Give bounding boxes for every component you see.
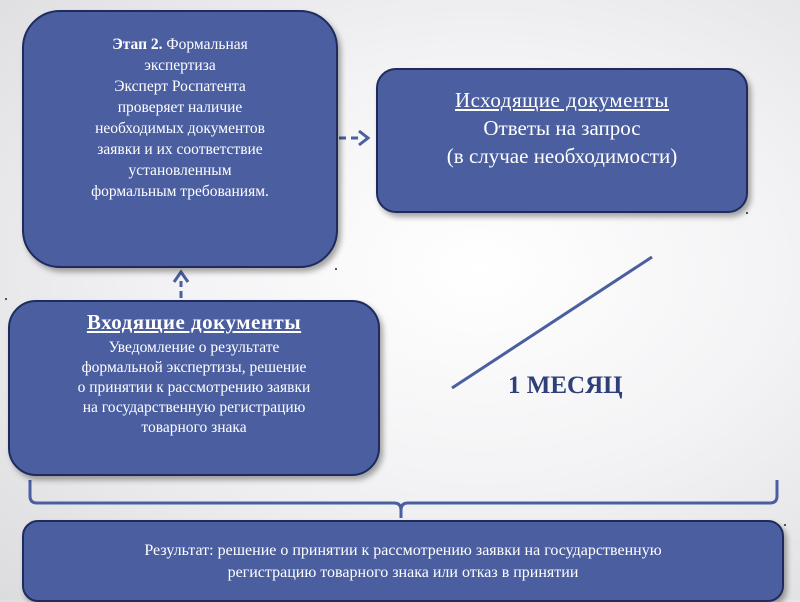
stage2-title	[58, 34, 302, 55]
stage2-line: формальным требованиям.	[91, 183, 269, 200]
dot	[746, 212, 748, 214]
stage2-line: экспертиза	[144, 57, 216, 74]
timeline-line	[452, 257, 652, 388]
duration-label: 1 МЕСЯЦ	[508, 372, 623, 399]
incoming-line: на государственную регистрацию	[82, 399, 306, 416]
incoming-documents-box	[8, 300, 380, 476]
stage2-box	[22, 10, 338, 268]
result-line: Результат: решение о принятии к рассмотрению заявки на государственную	[144, 542, 662, 559]
incoming-line: о принятии к рассмотрению заявки	[77, 379, 311, 396]
stage2-line: проверяет наличие	[117, 99, 243, 116]
incoming-line: формальной экспертизы, решение	[81, 359, 307, 376]
result-box	[22, 520, 784, 602]
outgoing-header: Исходящие документы	[454, 88, 670, 112]
dot	[5, 298, 7, 300]
arrow-to-outgoing	[339, 131, 368, 145]
outgoing-documents-box	[376, 68, 748, 213]
dot	[784, 524, 786, 526]
stage2-line: Эксперт Роспатента	[114, 78, 246, 95]
stage2-line: необходимых документов	[95, 120, 265, 137]
dot	[335, 268, 337, 270]
incoming-line: Уведомление о результате	[108, 339, 280, 356]
stage2-title-bold: Этап 2.	[112, 36, 163, 53]
bracket	[30, 480, 777, 518]
outgoing-line: Ответы на запрос	[483, 116, 641, 140]
arrow-to-stage2	[174, 272, 188, 298]
stage2-line: установленным	[128, 162, 232, 179]
stage2-line: заявки и их соответствие	[97, 141, 263, 158]
incoming-line: товарного знака	[141, 419, 247, 436]
result-line: регистрацию товарного знака или отказ в принятии	[227, 564, 579, 581]
incoming-header: Входящие документы	[86, 310, 302, 334]
stage2-title-rest: Формальная	[162, 36, 248, 53]
outgoing-line: (в случае необходимости)	[446, 144, 678, 168]
